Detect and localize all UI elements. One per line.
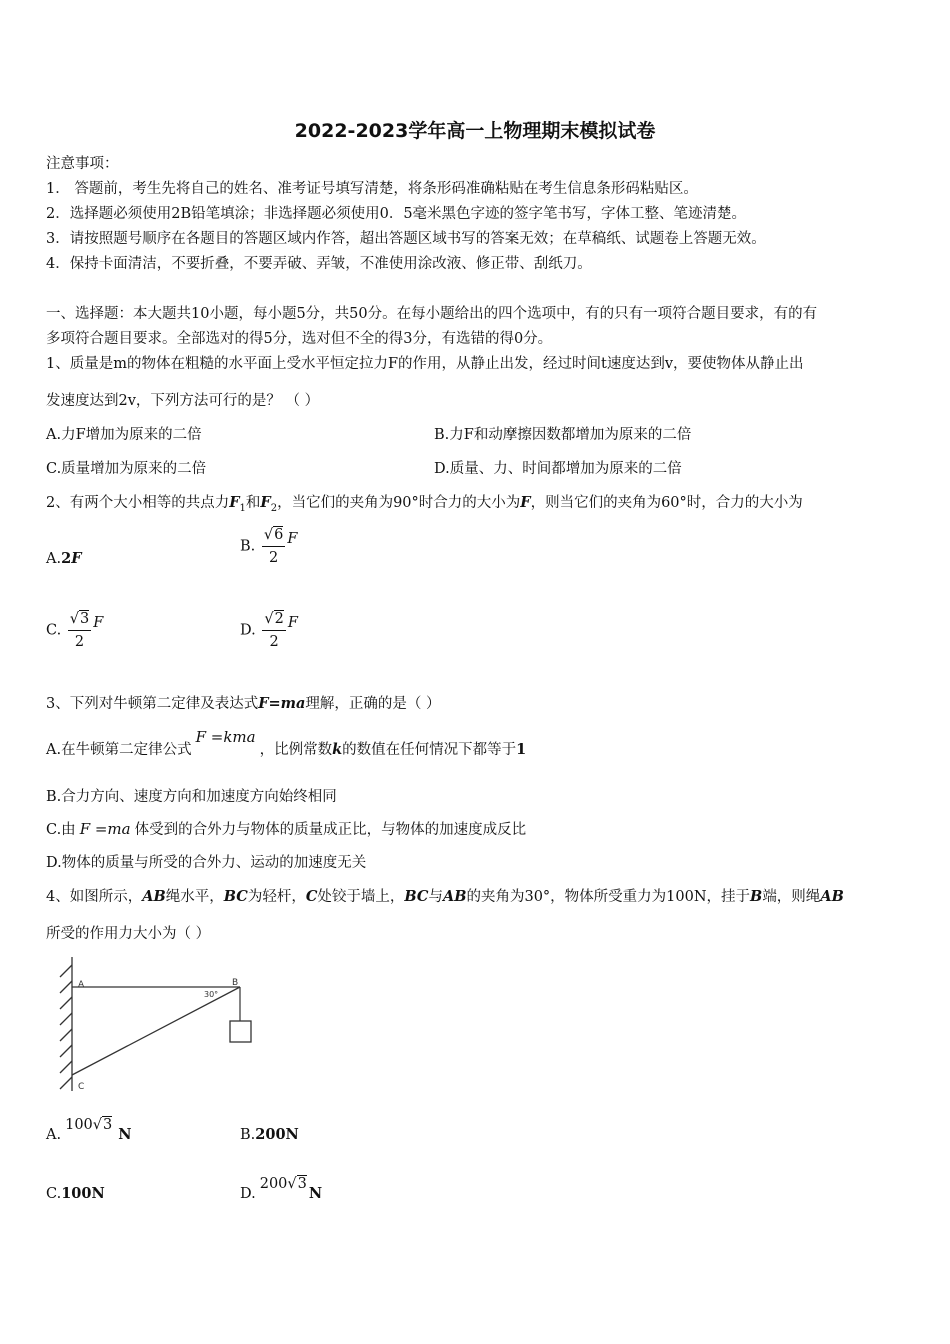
q4-stem-line2: 所受的作用力大小为（ ）: [46, 926, 211, 942]
fraction: $\frac{√6}{2}$: [262, 524, 285, 569]
q2-option-c: C. $\frac{√3}{2}$ F: [46, 608, 103, 653]
q4-option-d: D.200√3N: [240, 1176, 323, 1202]
q4-figure: [50, 955, 260, 1095]
q1-option-c: C.质量增加为原来的二倍: [46, 461, 207, 477]
rod-bc: [72, 987, 240, 1075]
q1-stem-line2: 发速度达到2v，下列方法可行的是？ （ ）: [46, 393, 320, 409]
q2-option-d: D. $\frac{√2}{2}$ F: [240, 608, 298, 653]
label-b: B: [232, 978, 239, 988]
q4-option-a: A.100√3N: [46, 1117, 132, 1143]
label-a: A: [78, 980, 85, 990]
notice-heading: 注意事项：: [46, 156, 119, 172]
section-heading-line2: 多项符合题目要求。全部选对的得5分，选对但不全的得3分，有选错的得0分。: [46, 331, 553, 347]
q1-option-a: A.力F增加为原来的二倍: [46, 427, 202, 443]
q2-option-a: A.2F: [46, 550, 82, 567]
label-c: C: [78, 1082, 85, 1092]
q3-option-d: D.物体的质量与所受的合外力、运动的加速度无关: [46, 855, 367, 871]
wall: [60, 957, 72, 1091]
label-angle: 30°: [204, 990, 219, 999]
notice-item: 1． 答题前，考生先将自己的姓名、准考证号填写清楚，将条形码准确粘贴在考生信息条形码粘贴区。: [46, 181, 698, 197]
page-title: 2022-2023学年高一上物理期末模拟试卷: [294, 120, 656, 142]
q2-stem: 2、有两个大小相等的共点力$F_1$和$F_2$，当它们的夹角为90°时合力的大小为F，则当它们的夹角为60°时，合力的大小为: [46, 494, 803, 514]
fraction: $\frac{√2}{2}$: [262, 608, 285, 653]
hanging-block: [230, 1021, 251, 1042]
q3-option-a: A.在牛顿第二定律公式F =kma，比例常数k的数值在任何情况下都等于1: [46, 728, 527, 758]
q1-option-d: D.质量、力、时间都增加为原来的二倍: [434, 461, 682, 477]
q3-stem: 3、下列对牛顿第二定律及表达式F=ma理解，正确的是（ ）: [46, 695, 441, 712]
fraction: $\frac{√3}{2}$: [68, 608, 91, 653]
notice-item: 4．保持卡面清洁，不要折叠，不要弄破、弄皱，不准使用涂改液、修正带、刮纸刀。: [46, 256, 592, 272]
notice-item: 2．选择题必须使用2B铅笔填涂；非选择题必须使用0．5毫米黑色字迹的签字笔书写，字体工整、笔迹清楚。: [46, 206, 747, 222]
q4-option-b: B.200N: [240, 1126, 299, 1143]
q3-option-c: C.由 F =ma 体受到的合外力与物体的质量成正比，与物体的加速度成反比: [46, 820, 527, 838]
notice-item: 3．请按照题号顺序在各题目的答题区域内作答，超出答题区域书写的答案无效；在草稿纸、试题卷上答题无效。: [46, 231, 766, 247]
q1-stem-line1: 1、质量是m的物体在粗糙的水平面上受水平恒定拉力F的作用，从静止出发，经过时间t速度达到v，要使物体从静止出: [46, 356, 804, 372]
q2-option-b: B. $\frac{√6}{2}$ F: [240, 524, 297, 569]
q3-option-b: B.合力方向、速度方向和加速度方向始终相同: [46, 789, 337, 805]
q1-option-b: B.力F和动摩擦因数都增加为原来的二倍: [434, 427, 692, 443]
section-heading-line1: 一、选择题：本大题共10小题，每小题5分，共50分。在每小题给出的四个选项中，有的只有一项符合题目要求，有的有: [46, 306, 818, 322]
q4-stem-line1: 4、如图所示，AB绳水平，BC为轻杆，C处铰于墙上，BC与AB的夹角为30°，物体所受重力为100N，挂于B端，则绳AB: [46, 888, 844, 905]
q4-option-c: C.100N: [46, 1185, 105, 1202]
